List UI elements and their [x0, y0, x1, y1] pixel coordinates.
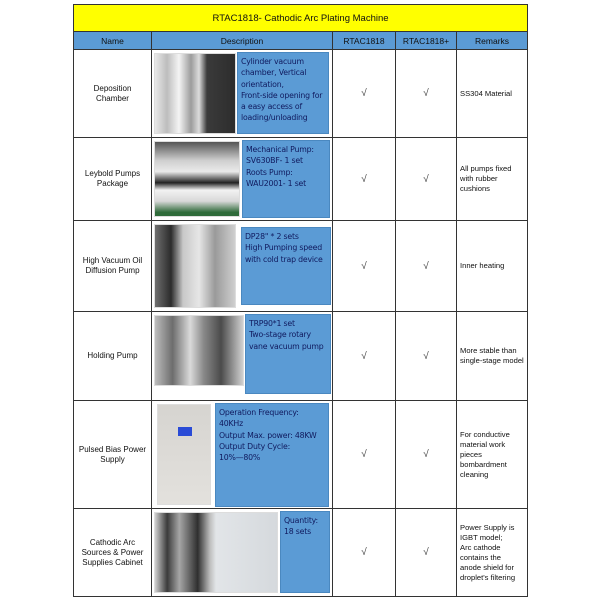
description-cell [152, 50, 333, 138]
remarks-text: Inner heating [457, 221, 528, 312]
bias-power-supply-photo [157, 404, 211, 505]
check-mark-rtac1818: √ [333, 221, 396, 312]
description-text: Operation Frequency: 40KHz Output Max. power: 48KW Output Duty Cycle: 10%—80% [215, 403, 329, 507]
item-name: Pulsed Bias Power Supply [74, 401, 152, 509]
lcd-display-icon [178, 427, 192, 436]
table-row [74, 401, 528, 509]
column-header-name: Name [74, 32, 152, 50]
table-row [74, 50, 528, 138]
check-mark-rtac1818-plus: √ [396, 138, 457, 221]
table-row [74, 138, 528, 221]
remarks-text: SS304 Material [457, 50, 528, 138]
description-cell [152, 221, 333, 312]
diffusion-pump-photo [154, 224, 236, 308]
vacuum-chamber-photo [154, 53, 236, 134]
header-row [74, 32, 528, 50]
column-header-description: Description [152, 32, 333, 50]
check-mark-rtac1818-plus: √ [396, 509, 457, 597]
check-mark-rtac1818-plus: √ [396, 401, 457, 509]
holding-pump-photo [154, 315, 244, 386]
table-row [74, 509, 528, 597]
description-text: TRP90*1 set Two-stage rotary vane vacuum pump [245, 314, 331, 394]
item-name: Cathodic Arc Sources & Power Supplies Cabinet [74, 509, 152, 597]
spec-table [73, 4, 528, 597]
title-row [74, 5, 528, 32]
column-header-rtac1818-plus: RTAC1818+ [396, 32, 457, 50]
check-mark-rtac1818-plus: √ [396, 50, 457, 138]
item-name: High Vacuum Oil Diffusion Pump [74, 221, 152, 312]
check-mark-rtac1818: √ [333, 312, 396, 401]
table-row [74, 221, 528, 312]
description-text: Mechanical Pump: SV630BF- 1 set Roots Pump: WAU2001- 1 set [242, 140, 330, 218]
description-cell [152, 509, 333, 597]
description-text: DP28" * 2 sets High Pumping speed with cold trap device [241, 227, 331, 305]
check-mark-rtac1818-plus: √ [396, 221, 457, 312]
item-name: Holding Pump [74, 312, 152, 401]
check-mark-rtac1818-plus: √ [396, 312, 457, 401]
remarks-text: Power Supply is IGBT model; Arc cathode contains the anode shield for droplet's filtering [457, 509, 528, 597]
arc-sources-cabinet-photo [154, 512, 278, 593]
description-cell [152, 401, 333, 509]
pump-package-photo [154, 141, 240, 217]
column-header-rtac1818: RTAC1818 [333, 32, 396, 50]
check-mark-rtac1818: √ [333, 401, 396, 509]
table-title: RTAC1818- Cathodic Arc Plating Machine [74, 5, 528, 32]
item-name: Leybold Pumps Package [74, 138, 152, 221]
remarks-text: More stable than single-stage model [457, 312, 528, 401]
remarks-text: All pumps fixed with rubber cushions [457, 138, 528, 221]
check-mark-rtac1818: √ [333, 138, 396, 221]
description-text: Cylinder vacuum chamber, Vertical orientation, Front-side opening for a easy access of loading/unloading [237, 52, 329, 134]
description-cell [152, 138, 333, 221]
description-cell [152, 312, 333, 401]
spec-sheet [73, 4, 527, 597]
column-header-remarks: Remarks [457, 32, 528, 50]
item-name: Deposition Chamber [74, 50, 152, 138]
check-mark-rtac1818: √ [333, 509, 396, 597]
description-text: Quantity: 18 sets [280, 511, 330, 593]
check-mark-rtac1818: √ [333, 50, 396, 138]
remarks-text: For conductive material work pieces bombardment cleaning [457, 401, 528, 509]
table-row [74, 312, 528, 401]
